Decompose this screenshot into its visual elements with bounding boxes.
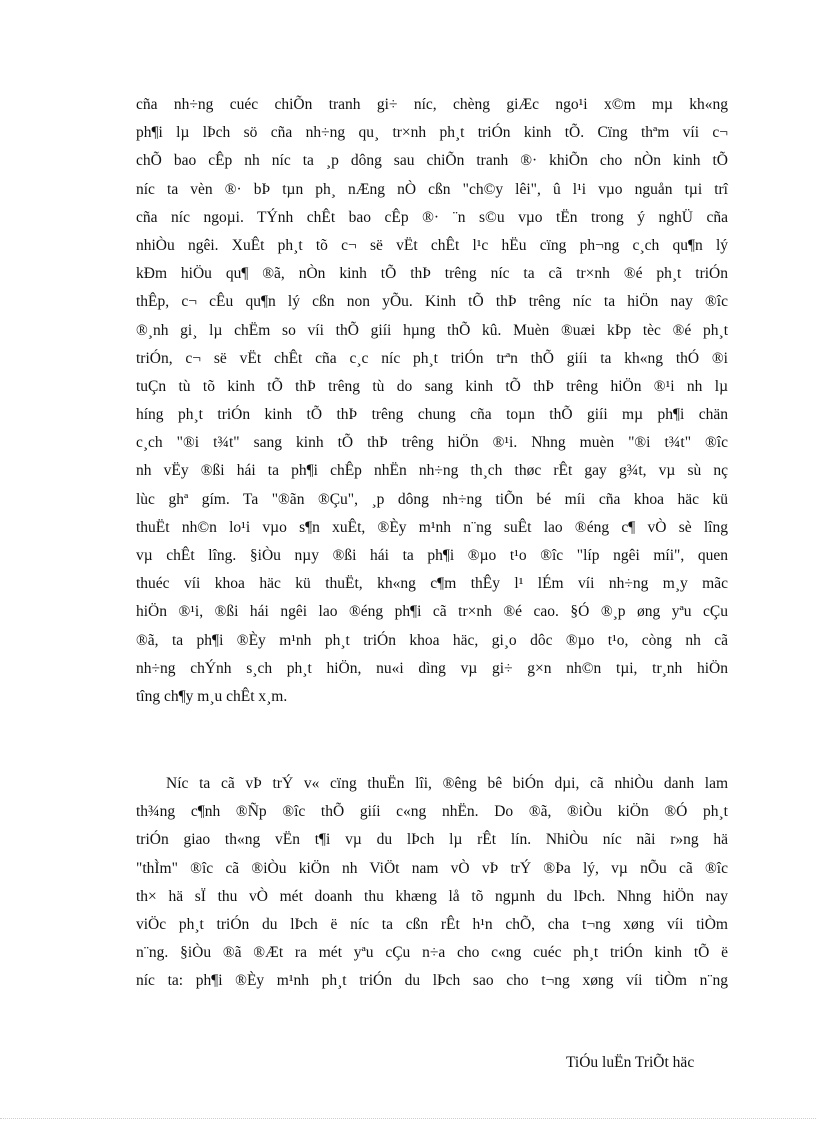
paragraph-line: níc ta: ph¶i ®Èy m¹nh ph¸t triÓn du lÞch sao cho t¬ng xøng víi tiÒm n¨ng [136, 972, 728, 990]
paragraph-line: ®¸nh gi¸ lµ chËm so víi thÕ giíi hµng thÕ kû. Muèn ®uæi kÞp tèc ®é ph¸t [136, 321, 728, 339]
paragraph-line: nhiÒu ngêi. XuÊt ph¸t tõ c¬ së vËt chÊt l¹c hËu cïng ph¬ng c¸ch qu¶n lý [136, 236, 728, 254]
paragraph-line: triÓn giao th«ng vËn t¶i vµ du lÞch lµ rÊt lín. NhiÒu níc nãi r»ng hä [136, 831, 728, 849]
paragraph-line: c¸ch "®i t¾t" sang kinh tÕ thÞ trêng hiÖn ®¹i. Nhng muèn "®i t¾t" ®îc [136, 434, 728, 452]
paragraph-line: hiÖn ®¹i, ®ßi hái ngêi lao ®éng ph¶i cã tr×nh ®é cao. §Ó ®¸p øng yªu cÇu [136, 603, 728, 621]
paragraph-line: ph¶i lµ lÞch sö cña nh÷ng qu¸ tr×nh ph¸t triÓn kinh tÕ. Cïng thªm víi c¬ [136, 124, 728, 142]
paragraph-line: lùc ghª gím. Ta "®ãn ®Çu", ¸p dông nh÷ng tiÕn bé míi cña khoa häc kü [136, 490, 728, 508]
paragraph-line: níc ta vèn ®· bÞ tµn ph¸ nÆng nÒ cßn "ch©y lêi", û l¹i vµo nguån tµi trî [136, 180, 728, 198]
paragraph-line: Níc ta cã vÞ trÝ v« cïng thuËn lîi, ®êng bê biÓn dµi, cã nhiÒu danh lam [166, 775, 728, 792]
paragraph-line: n¨ng. §iÒu ®ã ®Æt ra mét yªu cÇu n÷a cho c«ng cuéc ph¸t triÓn kinh tÕ ë [136, 944, 728, 962]
page-footer-title: TiÓu luËn TriÕt häc [566, 1054, 695, 1071]
paragraph-line: triÓn, c¬ së vËt chÊt cña c¸c níc ph¸t triÓn trªn thÕ giíi ta kh«ng thÓ ®i [136, 349, 728, 367]
paragraph-line: tuÇn tù tõ kinh tÕ thÞ trêng tù do sang kinh tÕ thÞ trêng hiÖn ®¹i nh lµ [136, 377, 728, 395]
paragraph-line: viÖc ph¸t triÓn du lÞch ë níc ta cßn rÊt h¹n chÕ, cha t¬ng xøng víi tiÒm [136, 915, 728, 933]
paragraph-line: "thÌm" ®îc cã ®iÒu kiÖn nh ViÖt nam vÒ vÞ trÝ ®Þa lý, vµ nÕu cã ®îc [136, 859, 728, 877]
paragraph-line: kÐm hiÖu qu¶ ®ã, nÒn kinh tÕ thÞ trêng níc ta cã tr×nh ®é ph¸t triÓn [136, 265, 728, 283]
paragraph-line: th× hä sÏ thu vÒ mét doanh thu khæng lå tõ ngµnh du lÞch. Nhng hiÖn nay [136, 887, 728, 905]
body-paragraph-1 [136, 91, 728, 711]
paragraph-line: thÊp, c¬ cÊu qu¶n lý cßn non yÕu. Kinh tÕ thÞ trêng níc ta hiÖn nay ®îc [136, 293, 728, 311]
paragraph-line: nh vËy ®ßi hái ta ph¶i chÊp nhËn nh÷ng th¸ch thøc rÊt gay g¾t, vµ sù nç [136, 462, 728, 480]
paragraph-line: cña níc ngoµi. TÝnh chÊt bao cÊp ®· ¨n s©u vµo tËn trong ý nghÜ cña [136, 208, 728, 226]
paragraph-line: chÕ bao cÊp nh níc ta ¸p dông sau chiÕn tranh ®· khiÕn cho nÒn kinh tÕ [136, 152, 728, 170]
paragraph-line: ®ã, ta ph¶i ®Èy m¹nh ph¸t triÓn khoa häc, gi¸o dôc ®µo t¹o, còng nh cã [136, 631, 728, 649]
paragraph-line: híng ph¸t triÓn kinh tÕ thÞ trêng chung cña toµn thÕ giíi mµ ph¶i chän [136, 406, 728, 424]
paragraph-line: cña nh÷ng cuéc chiÕn tranh gi÷ níc, chèng giÆc ngo¹i x©m mµ kh«ng [136, 96, 728, 113]
paragraph-line: thuËt nh©n lo¹i vµo s¶n xuÊt, ®Èy m¹nh n¨ng suÊt lao ®éng c¶ vÒ sè lîng [136, 518, 728, 536]
page-bottom-divider [0, 1118, 816, 1119]
paragraph-line: th¾ng c¶nh ®Ñp ®îc thÕ giíi c«ng nhËn. Do ®ã, ®iÒu kiÖn ®Ó ph¸t [136, 803, 728, 821]
paragraph-line: nh÷ng chÝnh s¸ch ph¸t hiÖn, nu«i dìng vµ gi÷ g×n nh©n tµi, tr¸nh hiÖn [136, 659, 728, 677]
paragraph-line: thuéc víi khoa häc kü thuËt, kh«ng c¶m thÊy l¹ lÉm víi nh÷ng m¸y mãc [136, 575, 728, 593]
paragraph-line: vµ chÊt lîng. §iÒu nµy ®ßi hái ta ph¶i ®µo t¹o ®îc "líp ngêi míi", quen [136, 547, 728, 564]
body-paragraph-2 [136, 770, 728, 996]
paragraph-line: tîng ch¶y m¸u chÊt x¸m. [136, 687, 288, 705]
